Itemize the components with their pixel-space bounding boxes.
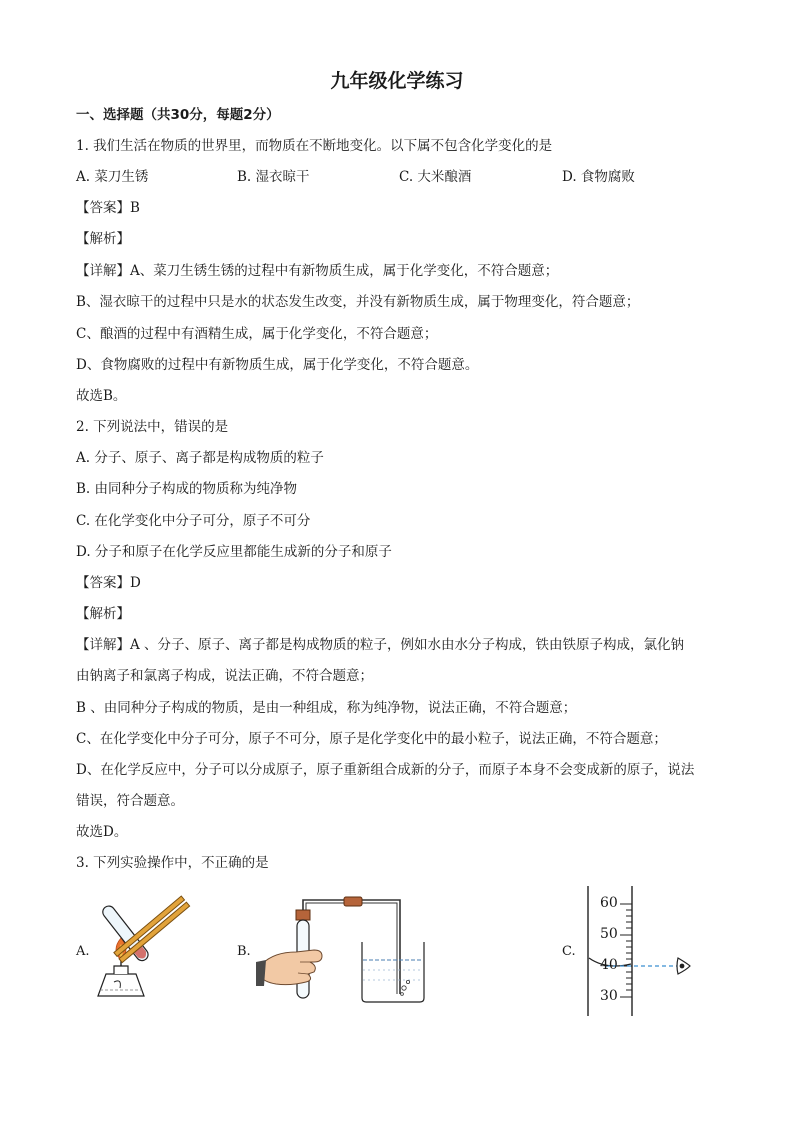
q2-option-a: A. 分子、原子、离子都是构成物质的粒子 bbox=[76, 450, 324, 466]
cylinder-tick-50: 50 bbox=[600, 926, 618, 942]
q3-stem: 3. 下列实验操作中，不正确的是 bbox=[76, 855, 269, 871]
page-title: 九年级化学练习 bbox=[330, 70, 464, 92]
q2-detail-line: C、在化学变化中分子可分，原子不可分，原子是化学变化中的最小粒子，说法正确，不符合题意； bbox=[76, 731, 667, 747]
q2-detail-line: D、在化学反应中，分子可以分成原子，原子重新组合成新的分子，而原子本身不会变成新的原子，说法 bbox=[76, 762, 695, 778]
q1-analysis: 【解析】 bbox=[76, 231, 130, 247]
q2-detail-line: 错误，符合题意。 bbox=[76, 793, 184, 809]
cylinder-tick-40: 40 bbox=[600, 957, 618, 973]
q2-analysis: 【解析】 bbox=[76, 606, 130, 622]
q2-option-b: B. 由同种分子构成的物质称为纯净物 bbox=[76, 481, 298, 497]
q1-answer: 【答案】B bbox=[76, 200, 140, 216]
q2-stem: 2. 下列说法中，错误的是 bbox=[76, 419, 229, 435]
q3-label-b: B. bbox=[237, 944, 251, 959]
q3-label-a: A. bbox=[76, 944, 90, 959]
q2-detail-line: B 、由同种分子构成的物质，是由一种组成，称为纯净物，说法正确，不符合题意； bbox=[76, 700, 577, 716]
q1-option-d: D. 食物腐败 bbox=[562, 169, 635, 185]
q1-detail-line: C、酿酒的过程中有酒精生成，属于化学变化，不符合题意； bbox=[76, 326, 438, 342]
q2-option-c: C. 在化学变化中分子可分，原子不可分 bbox=[76, 513, 311, 529]
graduated-cylinder-reading-figure bbox=[580, 884, 700, 1018]
q1-option-a: A. 菜刀生锈 bbox=[76, 169, 149, 185]
q3-label-c: C. bbox=[562, 944, 576, 959]
alcohol-lamp-heating-figure bbox=[92, 892, 196, 1004]
q1-option-b: B. 湿衣晾干 bbox=[237, 169, 310, 185]
q1-stem: 1. 我们生活在物质的世界里，而物质在不断地变化。以下属不包含化学变化的是 bbox=[76, 138, 553, 154]
cylinder-tick-30: 30 bbox=[600, 988, 618, 1004]
q2-option-d: D. 分子和原子在化学反应里都能生成新的分子和原子 bbox=[76, 544, 392, 560]
airtightness-check-figure bbox=[256, 890, 426, 1008]
q1-detail-line: 【详解】A、菜刀生锈生锈的过程中有新物质生成，属于化学变化，不符合题意； bbox=[76, 263, 559, 279]
q1-option-c: C. 大米酿酒 bbox=[399, 169, 472, 185]
q1-conclusion: 故选B。 bbox=[76, 388, 127, 404]
q1-detail-line: D、食物腐败的过程中有新物质生成，属于化学变化，不符合题意。 bbox=[76, 357, 479, 373]
q2-answer: 【答案】D bbox=[76, 575, 141, 591]
cylinder-tick-60: 60 bbox=[600, 895, 618, 911]
q2-conclusion: 故选D。 bbox=[76, 824, 128, 840]
section-heading: 一、选择题（共30分，每题2分） bbox=[76, 107, 280, 123]
q2-detail-line: 【详解】A 、分子、原子、离子都是构成物质的粒子，例如水由水分子构成，铁由铁原子构成，氯化钠 bbox=[76, 637, 685, 653]
q2-detail-line: 由钠离子和氯离子构成，说法正确，不符合题意； bbox=[76, 668, 373, 684]
q1-detail-line: B、湿衣晾干的过程中只是水的状态发生改变，并没有新物质生成，属于物理变化，符合题意； bbox=[76, 294, 640, 310]
